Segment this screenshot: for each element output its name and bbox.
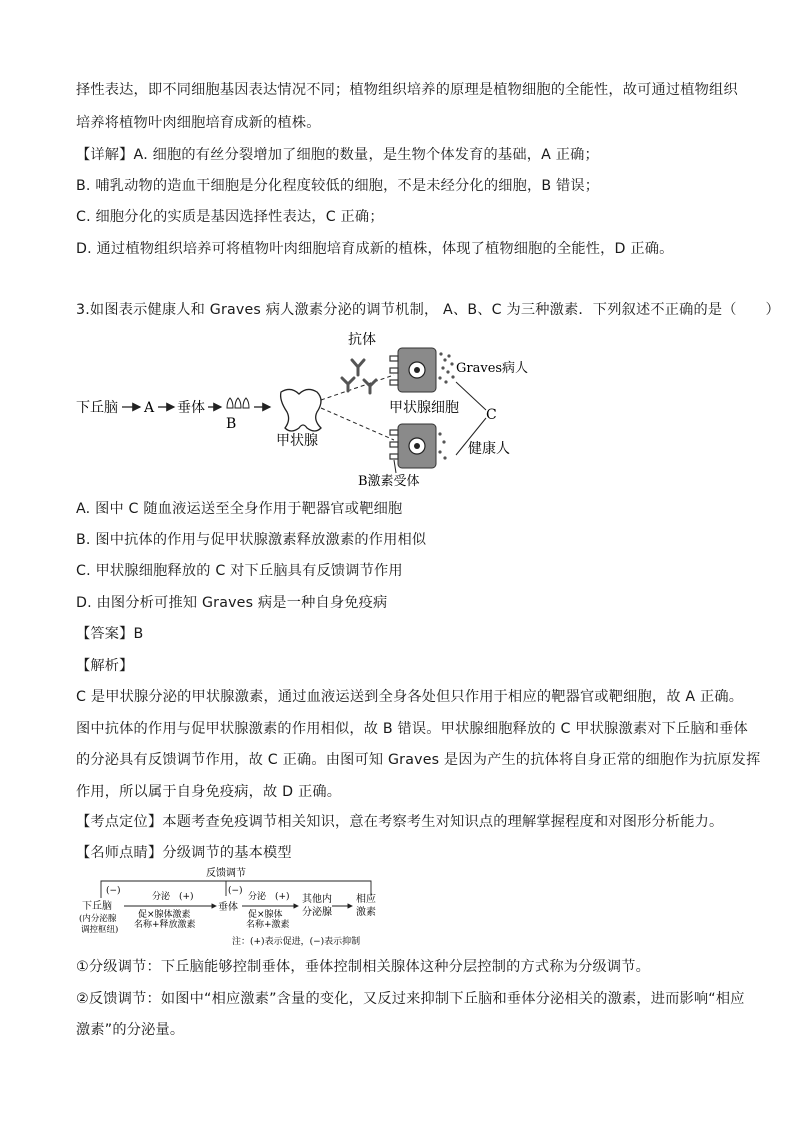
fig2-hypothalamus: 下丘脑: [82, 901, 112, 912]
b-hormone-drops-icon: [227, 398, 249, 408]
analysis-line-2: 图中抗体的作用与促甲状腺激素的作用相似，故 B 错误。甲状腺细胞释放的 C 甲状腺激素对下丘脑和垂体: [76, 721, 748, 737]
fig2-hormone-1a: 促×腺体激素: [138, 910, 191, 920]
analysis-line-3: 的分泌具有反馈调节作用，故 C 正确。由图可知 Graves 是因为产生的抗体将自身正常的细胞作为抗原发挥: [76, 752, 761, 768]
label-healthy: 健康人: [468, 441, 510, 457]
label-b: B: [226, 416, 237, 432]
fig2-hormone-1b: 名称+释放激素: [134, 920, 196, 930]
label-c: C: [486, 407, 497, 423]
line-p5: C. 细胞分化的实质是基因选择性表达，C 正确；: [76, 209, 384, 225]
fig2-feedback: 反馈调节: [206, 868, 246, 879]
fig2-note: 注：(+)表示促进，(−)表示抑制: [232, 937, 361, 947]
fig2-gland-1: 其他内: [302, 894, 332, 905]
analysis-line-1: C 是甲状腺分泌的甲状腺激素，通过血液运送到全身各处但只作用于相应的靶器官或靶细胞，故 A 正确。: [76, 689, 744, 705]
option-b: B. 图中抗体的作用与促甲状腺激素释放激素的作用相似: [76, 532, 427, 548]
fig2-hypothalamus-sub1: (内分泌腺: [79, 914, 117, 924]
line-p3: 【详解】A. 细胞的有丝分裂增加了细胞的数量，是生物个体发育的基础，A 正确；: [76, 147, 599, 163]
label-graves: Graves病人: [456, 361, 529, 376]
option-c: C. 甲状腺细胞释放的 C 对下丘脑具有反馈调节作用: [76, 563, 403, 579]
note-1: ①分级调节：下丘脑能够控制垂体，垂体控制相关腺体这种分层控制的方式称为分级调节。: [76, 959, 651, 975]
fig2-hormone-2b: 名称+激素: [246, 920, 290, 930]
label-thyroid: 甲状腺: [276, 433, 318, 449]
line-p4: B. 哺乳动物的造血干细胞是分化程度较低的细胞，不是未经分化的细胞，B 错误；: [76, 178, 600, 194]
antibody-icon: [342, 360, 376, 393]
mingshi: 【名师点睛】分级调节的基本模型: [76, 845, 292, 861]
label-receptor: B激素受体: [358, 474, 420, 489]
line-p2: 培养将植物叶肉细胞培育成新的植株。: [76, 115, 321, 131]
fig2-secrete-2: 分泌 (+): [248, 892, 290, 902]
line-p6: D. 通过植物组织培养可将植物叶肉细胞培育成新的植株，体现了植物细胞的全能性，D 正确。: [76, 241, 674, 257]
label-antibody: 抗体: [348, 332, 376, 348]
fig2-minus-1: (−): [106, 886, 121, 896]
fig2-secrete-1: 分泌 (+): [152, 892, 194, 902]
regulation-figure: [76, 330, 536, 490]
fig2-target-2: 激素: [356, 907, 376, 918]
hierarchical-regulation-model: [76, 866, 406, 948]
option-a: A. 图中 C 随血液运送至全身作用于靶器官或靶细胞: [76, 501, 403, 517]
line-p1: 择性表达，即不同细胞基因表达情况不同；植物组织培养的原理是植物细胞的全能性，故可通过植物组织: [76, 82, 738, 98]
thyroid-gland-icon: [281, 389, 321, 431]
fig2-pituitary: 垂体: [218, 902, 238, 913]
fig2-hypothalamus-sub2: 调控枢纽): [81, 925, 119, 935]
label-pituitary: 垂体: [177, 400, 205, 416]
question-stem: 3.如图表示健康人和 Graves 病人激素分泌的调节机制， A、B、C 为三种激素．下列叙述不正确的是（ ）: [76, 302, 780, 318]
fig2-target-1: 相应: [356, 894, 376, 905]
label-hypothalamus: 下丘脑: [76, 400, 118, 416]
note-2b: 激素”的分泌量。: [76, 1022, 185, 1038]
fig2-minus-2: (−): [228, 886, 243, 896]
note-2a: ②反馈调节：如图中“相应激素”含量的变化，又反过来抑制下丘脑和垂体分泌相关的激素，进而影响“相应: [76, 991, 745, 1007]
kaodian: 【考点定位】本题考查免疫调节相关知识，意在考察考生对知识点的理解掌握程度和对图形分析能力。: [76, 814, 724, 830]
answer: 【答案】B: [76, 626, 144, 642]
label-a: A: [144, 400, 155, 416]
label-thyroid-cell: 甲状腺细胞: [389, 400, 459, 416]
fig2-hormone-2a: 促×腺体: [248, 910, 283, 920]
option-d: D. 由图分析可推知 Graves 病是一种自身免疫病: [76, 595, 388, 611]
analysis-title: 【解析】: [76, 658, 134, 674]
analysis-line-4: 作用，所以属于自身免疫病，故 D 正确。: [76, 784, 342, 800]
fig2-gland-2: 分泌腺: [302, 907, 332, 918]
